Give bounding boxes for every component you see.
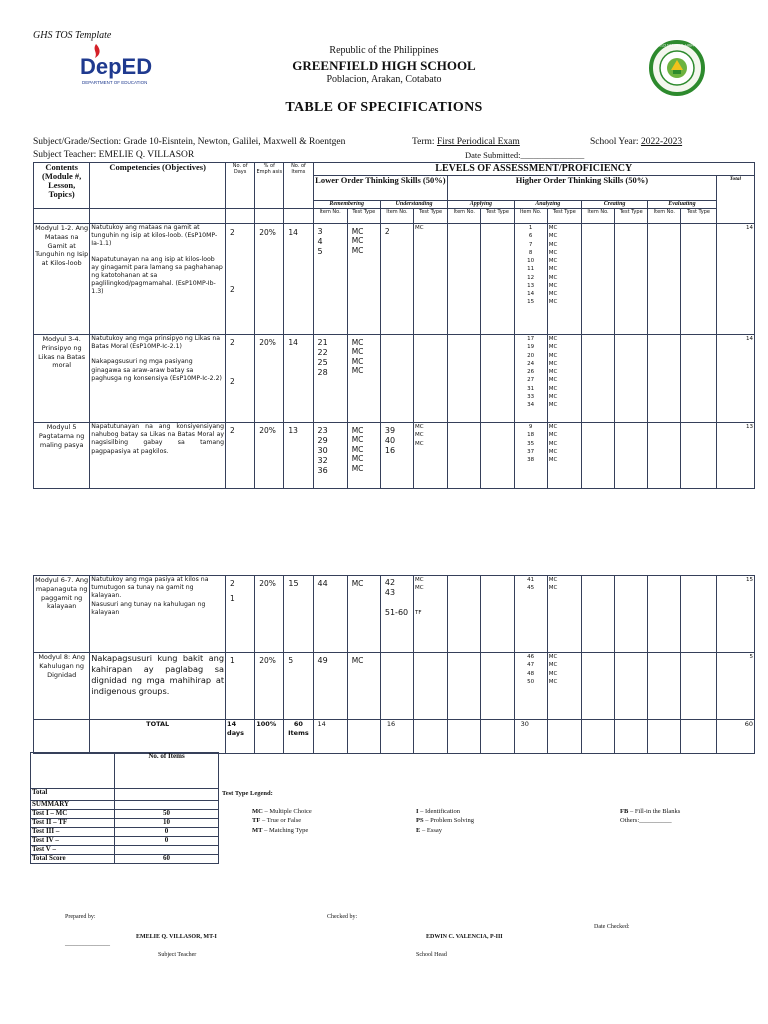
- summary-row-value: 10: [115, 818, 219, 827]
- understanding-types: MC MC MC: [414, 423, 448, 489]
- totals-analyzing: 30: [514, 720, 547, 754]
- header-understanding: Understanding: [380, 201, 447, 209]
- item-count: 14: [284, 224, 313, 335]
- teacher-label: Subject Teacher:: [33, 150, 97, 160]
- remembering-items: 21 22 25 28: [313, 335, 347, 423]
- legend-mc: [252, 808, 312, 815]
- summary-row-label: Test V –: [31, 845, 115, 854]
- legend-i-text: – Identification: [418, 808, 461, 815]
- header-competencies: Competencies (Objectives): [90, 163, 226, 209]
- remembering-types: MC MC MC MC: [347, 335, 380, 423]
- item-count: 13: [284, 423, 313, 489]
- row-total: 5: [716, 653, 754, 720]
- legend-mt: [252, 827, 308, 834]
- col-item-no: Item No.: [448, 209, 481, 224]
- table-row: [34, 423, 755, 489]
- legend-mt-text: – Matching Type: [262, 827, 309, 834]
- summary-row-label: Test III –: [31, 827, 115, 836]
- remembering-types: MC: [347, 576, 380, 653]
- legend-ps: [416, 817, 474, 824]
- summary-row-value: 0: [115, 827, 219, 836]
- legend-mc-text: – Multiple Choice: [262, 808, 312, 815]
- totals-emphasis: 100%: [255, 720, 284, 754]
- emphasis: 20%: [255, 224, 284, 335]
- col-item-no: Item No.: [514, 209, 547, 224]
- header-evaluating: Evaluating: [648, 201, 716, 209]
- prepared-by-label: Prepared by:: [65, 914, 96, 920]
- module-content: Modyul 1-2. Ang Mataas na Gamit at Tunguhin ng Isip at Kilos-loob: [34, 224, 90, 335]
- competency-a: Natutukoy ang mataas na gamit at tunguhin ng isip at kilos-loob. (EsP10MP-Ia-1.1): [91, 224, 218, 248]
- legend-ps-code: PS: [416, 817, 424, 824]
- template-label: GHS TOS Template: [33, 30, 112, 41]
- legend-fb-code: FB: [620, 808, 629, 815]
- days: [226, 576, 255, 653]
- col-item-no: Item No.: [313, 209, 347, 224]
- legend-i-code: I: [416, 808, 419, 815]
- row-total: 14: [716, 335, 754, 423]
- legend-ps-text: – Problem Solving: [423, 817, 474, 824]
- header-analyzing: Analyzing: [514, 201, 581, 209]
- summary-row-label: Test I – MC: [31, 809, 115, 818]
- header-emphasis: % of Emph asis: [255, 163, 284, 209]
- legend-i: [416, 808, 460, 815]
- header-levels: LEVELS OF ASSESSMENT/PROFICIENCY: [313, 163, 755, 176]
- col-item-no: Item No.: [648, 209, 681, 224]
- date-submitted-value: _______________: [520, 150, 585, 160]
- preparer-role: Subject Teacher: [158, 952, 197, 958]
- legend-others: Others:__________: [620, 817, 672, 824]
- competency: [90, 224, 226, 335]
- analyzing-types: MC MC MC MC MC MC MC MC MC: [547, 335, 581, 423]
- remembering-items: 49: [313, 653, 347, 720]
- analyzing-types: MC MC MC MC MC: [547, 423, 581, 489]
- totals-items: 60 Items: [284, 720, 313, 754]
- item-count: 14: [284, 335, 313, 423]
- summary-row-value: 60: [115, 854, 219, 863]
- deped-logo-sub: DEPARTMENT OF EDUCATION: [82, 80, 148, 85]
- days-a: 2: [230, 579, 235, 588]
- term-line: [412, 137, 520, 147]
- subject-label: Subject/Grade/Section:: [33, 137, 122, 147]
- item-count: 15: [284, 576, 313, 653]
- row-total: 13: [716, 423, 754, 489]
- republic-line: Republic of the Philippines: [329, 45, 439, 56]
- summary-total: Total: [31, 789, 115, 801]
- legend-e: [416, 827, 442, 834]
- understanding-items: 42 43 51-60: [380, 576, 413, 653]
- teacher-line: [33, 150, 194, 160]
- days: 2: [226, 423, 255, 489]
- checker-name: EDWIN C. VALENCIA, P-III: [426, 934, 503, 940]
- module-content: Modyul 8: Ang Kahulugan ng Dignidad: [34, 653, 90, 720]
- date-checked-label: Date Checked:: [594, 924, 630, 930]
- totals-label: TOTAL: [90, 720, 226, 754]
- summary-row-label: Total Score: [31, 854, 115, 863]
- legend-title: Test Type Legend:: [222, 790, 273, 797]
- days-b: 2: [230, 377, 235, 387]
- summary-row-label: Test IV –: [31, 836, 115, 845]
- page-title: TABLE OF SPECIFICATIONS: [285, 100, 483, 115]
- summary-no-items: No. of Items: [115, 753, 219, 789]
- days: [226, 335, 255, 423]
- days-b: 2: [230, 285, 235, 295]
- remembering-types: MC: [347, 653, 380, 720]
- summary-row-label: Test II – TF: [31, 818, 115, 827]
- col-item-no: Item No.: [380, 209, 413, 224]
- competency: [90, 423, 226, 489]
- col-test-type: Test Type: [615, 209, 648, 224]
- header-hots: Higher Order Thinking Skills (50%): [448, 176, 716, 201]
- competency-a: Natutukoy ang mga pasiya at kilos na tumutugon sa tunay na gamit ng kalayaan.: [91, 576, 209, 600]
- competency-b: Napatutunayan na ang isip at kilos-loob ay ginagamit para lamang sa paghahanap ng katotohanan at sa paglilingkod/pagmamahal. (EsP10MP-Ib-1.3): [91, 255, 223, 296]
- competency-b: Nasusuri ang tunay na kahulugan ng kalayaan: [91, 600, 206, 616]
- summary-label: SUMMARY: [31, 801, 115, 810]
- understanding-items: [380, 653, 413, 720]
- remembering-types: MC MC MC MC MC: [347, 423, 380, 489]
- remembering-items: 44: [313, 576, 347, 653]
- item-count: 5: [284, 653, 313, 720]
- remembering-items: 23 29 30 32 36: [313, 423, 347, 489]
- header-lots: Lower Order Thinking Skills (50%): [313, 176, 448, 201]
- analyzing-types: MC MC MC MC: [547, 653, 581, 720]
- header-total: Total: [716, 176, 754, 224]
- analyzing-items: 41 45: [514, 576, 547, 653]
- tos-table: [33, 162, 755, 489]
- emphasis: 20%: [255, 576, 284, 653]
- checker-role: School Head: [416, 952, 447, 958]
- col-test-type: Test Type: [481, 209, 514, 224]
- table-row: [34, 653, 755, 720]
- subject-value: Grade 10-Eisntein, Newton, Galilei, Maxwell & Roentgen: [123, 137, 346, 147]
- competency: [90, 576, 226, 653]
- header-applying: Applying: [448, 201, 514, 209]
- emphasis: 20%: [255, 653, 284, 720]
- emphasis: 20%: [255, 335, 284, 423]
- school-year-label: School Year:: [590, 137, 639, 147]
- summary-table: [30, 752, 219, 864]
- analyzing-items: 17 19 20 24 26 27 31 33 34: [514, 335, 547, 423]
- module-content: Modyul 6-7. Ang mapanaguta ng paggamit ng kalayaan: [34, 576, 90, 653]
- analyzing-items: 1 6 7 8 10 11 12 13 14 15: [514, 224, 547, 335]
- competency: Nakapagsusuri kung bakit ang kahirapan ay paglabag sa dignidad ng mga mahihirap at indigenous groups.: [90, 653, 226, 720]
- emphasis: 20%: [255, 423, 284, 489]
- teacher-value: EMELIE Q. VILLASOR: [98, 150, 195, 160]
- days: [226, 224, 255, 335]
- module-content: Modyul 5 Pagtatama ng maling pasya: [34, 423, 90, 489]
- legend-e-code: E: [416, 827, 421, 834]
- school-name: GREENFIELD HIGH SCHOOL: [292, 58, 476, 73]
- table-row: [34, 576, 755, 653]
- analyzing-types: MC MC MC MC MC MC MC MC MC MC: [547, 224, 581, 335]
- legend-mc-code: MC: [252, 808, 263, 815]
- remembering-types: MC MC MC: [347, 224, 380, 335]
- days: 1: [226, 653, 255, 720]
- competency-a: Natutukoy ang mga prinsipyo ng Likas na Batas Moral (EsP10MP-Ic-2.1): [91, 335, 221, 351]
- summary-row-value: 50: [115, 809, 219, 818]
- days-b: 1: [230, 594, 235, 604]
- understanding-types: MC MC TF: [414, 576, 448, 653]
- understanding-types: [414, 653, 448, 720]
- understanding-types: MC: [414, 224, 448, 335]
- totals-overall: 60: [716, 720, 754, 754]
- totals-remembering: 14: [313, 720, 347, 754]
- legend-fb: [620, 808, 680, 815]
- summary-row-value: [115, 845, 219, 854]
- term-value: First Periodical Exam: [436, 137, 520, 147]
- col-test-type: Test Type: [347, 209, 380, 224]
- module-content: Modyul 3-4. Prinsipyo ng Likas na Batas moral: [34, 335, 90, 423]
- school-year-value: 2022-2023: [640, 137, 683, 147]
- header-contents: Contents (Module #, Lesson, Topics): [34, 163, 90, 209]
- legend-e-text: – Essay: [420, 827, 443, 834]
- legend-mt-code: MT: [252, 827, 263, 834]
- competency-b: Nakapagsusuri ng mga pasiyang ginagawa sa araw-araw batay sa paghusga ng konsensiya (EsP10MP-Ic-2.2): [91, 358, 222, 382]
- table-row: [34, 335, 755, 423]
- understanding-items: 2: [380, 224, 413, 335]
- tos-table-continued: [33, 575, 755, 754]
- row-total: 14: [716, 224, 754, 335]
- checked-by-label: Checked by:: [327, 914, 358, 920]
- col-test-type: Test Type: [681, 209, 716, 224]
- row-total: 15: [716, 576, 754, 653]
- competency-a: Napatutunayan na ang konsiyensiyang nahubog batay sa Likas na Batas Moral ay nagsisilbing gabay sa tamang pagpapasiya at pagkilos.: [91, 423, 225, 455]
- totals-understanding: 16: [380, 720, 413, 754]
- header-creating: Creating: [581, 201, 647, 209]
- deped-logo-text: DepED: [80, 54, 153, 79]
- understanding-types: [414, 335, 448, 423]
- header-days: No. of Days: [226, 163, 255, 209]
- term-label: Term:: [412, 137, 435, 147]
- legend-tf-code: TF: [252, 817, 261, 824]
- understanding-items: [380, 335, 413, 423]
- school-year-line: [590, 137, 682, 147]
- header-items: No. of Items: [284, 163, 313, 209]
- col-test-type: Test Type: [414, 209, 448, 224]
- header-remembering: Remembering: [313, 201, 380, 209]
- totals-days: 14 days: [226, 720, 255, 754]
- totals-row: [34, 720, 755, 754]
- legend-tf-text: – True or False: [260, 817, 302, 824]
- table-row: [34, 224, 755, 335]
- date-submitted-line: [465, 150, 584, 160]
- prepared-by-line: _______________: [65, 941, 110, 947]
- competency: [90, 335, 226, 423]
- analyzing-items: 9 18 35 37 38: [514, 423, 547, 489]
- preparer-name: EMELIE Q. VILLASOR, MT-I: [136, 934, 217, 940]
- legend-fb-text: – Fill-in the Blanks: [628, 808, 681, 815]
- analyzing-items: 46 47 48 50: [514, 653, 547, 720]
- days-a: 2: [230, 338, 235, 347]
- subject-line: [33, 137, 345, 147]
- col-item-no: Item No.: [581, 209, 614, 224]
- date-submitted-label: Date Submitted:: [465, 150, 521, 160]
- remembering-items: 3 4 5: [313, 224, 347, 335]
- understanding-items: 39 40 16: [380, 423, 413, 489]
- summary-row-value: 0: [115, 836, 219, 845]
- seal-text: GREENFIELD NATIONAL HIGH SCHOOL: [644, 43, 710, 48]
- days-a: 2: [230, 228, 235, 237]
- col-test-type: Test Type: [547, 209, 581, 224]
- legend-tf: [252, 817, 301, 824]
- school-address: Poblacion, Arakan, Cotabato: [326, 74, 442, 85]
- analyzing-types: MC MC: [547, 576, 581, 653]
